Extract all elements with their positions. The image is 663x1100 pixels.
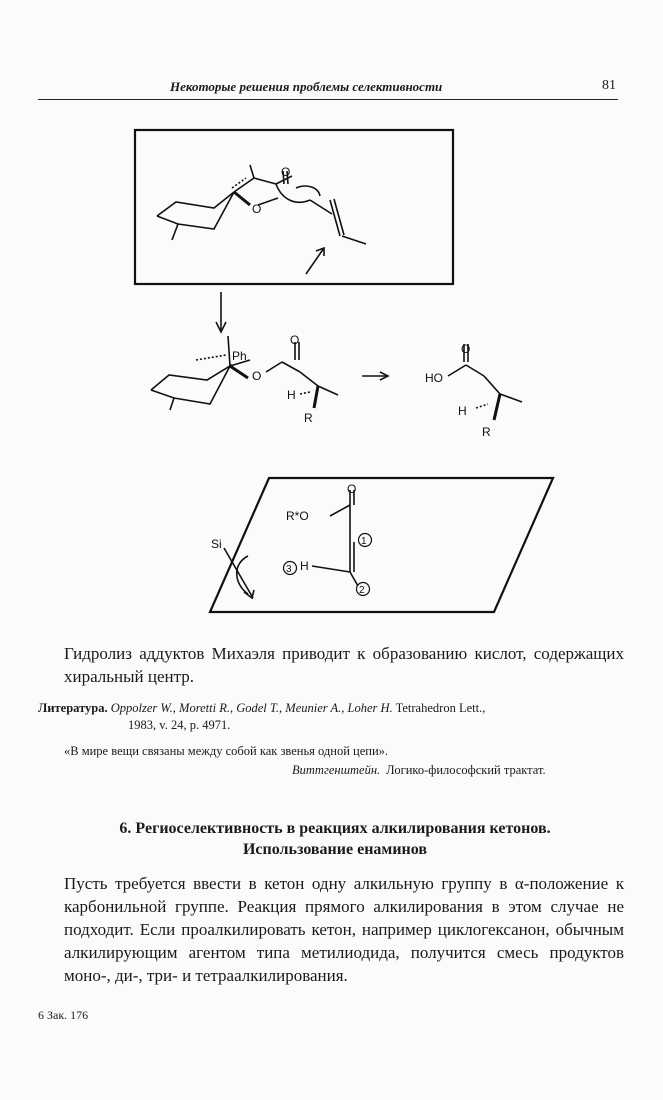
middle-carbonyl-o: O xyxy=(290,333,300,347)
position-1: 1 xyxy=(361,536,367,547)
position-2: 2 xyxy=(359,585,365,596)
literature-details: 1983, v. 24, p. 4971. xyxy=(128,718,231,732)
section-title-line2: Использование енаминов xyxy=(242,841,427,858)
literature-authors: Oppolzer W., Moretti R., Godel T., Meunier A., Loher H. xyxy=(110,701,393,715)
acid-h-label: H xyxy=(458,404,467,418)
middle-ester-o: O xyxy=(252,369,262,383)
plane-h-label: H xyxy=(300,559,309,573)
hydroxy-label: HO xyxy=(425,371,443,385)
phenyl-label: Ph xyxy=(232,349,247,363)
epigraph-author: Виттгенштейн. xyxy=(292,763,381,777)
top-box xyxy=(135,130,453,284)
paragraph-alkylation: Пусть требуется ввести в кетон одну алкильную группу в α-положение к карбонильной группе. Реакция прямого алкилирования в этом случае не подходит. Если проалкилировать кетон, например циклогексанон, обычным алкилирующим агентом типа метилиодида, получится смесь продуктов моно-, ди-, три- и тетраалкилирования. xyxy=(64,874,624,985)
middle-r-label: R xyxy=(304,411,313,425)
acid-r-label: R xyxy=(482,425,491,439)
epigraph-source: Логико-философский трактат. xyxy=(386,763,546,777)
literature-label: Литература. xyxy=(38,701,108,715)
ester-label: R*O xyxy=(286,509,309,523)
literature-journal: Tetrahedron Lett., xyxy=(395,701,486,715)
literature-reference xyxy=(38,700,620,734)
plane-carbonyl-o: O xyxy=(347,482,357,496)
page-number: 81 xyxy=(602,78,616,93)
section-title-line1: 6. Региоселективность в реакциях алкилирования кетонов. xyxy=(119,820,551,837)
running-title: Некоторые решения проблемы селективности xyxy=(170,79,443,94)
plane xyxy=(210,478,553,612)
paragraph-hydrolysis: Гидролиз аддуктов Михаэля приводит к образованию кислот, содержащих хиральный центр. xyxy=(64,644,624,686)
si-label: Si xyxy=(211,537,222,551)
top-chair xyxy=(157,192,234,229)
top-carbonyl-o: O xyxy=(281,165,291,179)
epigraph-quote: «В мире вещи связаны между собой как звенья одной цепи». xyxy=(64,744,389,758)
middle-chair xyxy=(151,366,230,404)
printer-signature: 6 Зак. 176 xyxy=(38,1008,89,1022)
position-3: 3 xyxy=(286,564,292,575)
middle-h-label: H xyxy=(287,388,296,402)
epigraph-attribution xyxy=(292,763,546,778)
acid-carbonyl-o: O xyxy=(461,342,471,356)
top-ester-o: O xyxy=(252,202,262,216)
